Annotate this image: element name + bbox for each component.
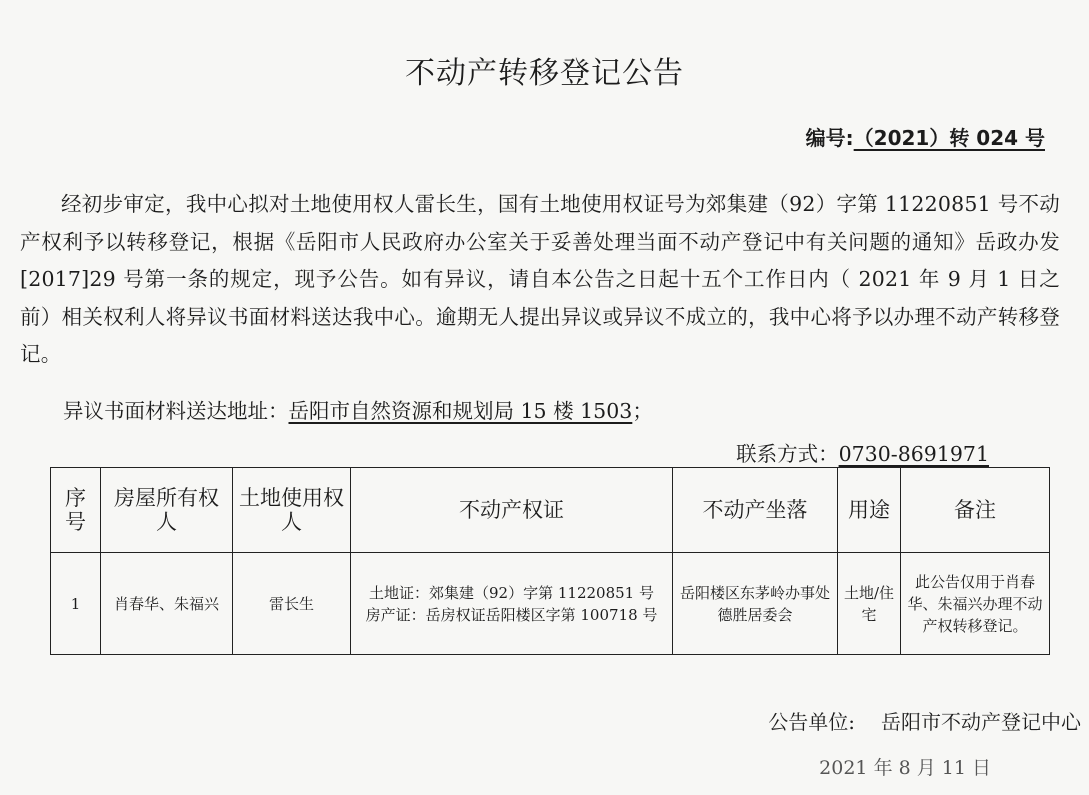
table-row: [51, 553, 1050, 655]
cell-index: 1: [51, 553, 101, 655]
header-house-owner: 房屋所有权人: [101, 468, 233, 553]
cell-certificate: [351, 553, 673, 655]
issuing-unit: [768, 706, 1081, 735]
address-value: 岳阳市自然资源和规划局 15 楼 1503: [288, 399, 633, 423]
cell-land-user: 雷长生: [233, 553, 351, 655]
table-header-row: [51, 468, 1050, 553]
house-certificate: 房产证：岳房权证岳阳楼区字第 100718 号: [365, 605, 658, 624]
document-number-value: （2021）转 024 号: [853, 126, 1045, 150]
header-index: 序号: [51, 468, 101, 553]
land-certificate: 土地证：郊集建（92）字第 11220851 号: [369, 583, 654, 602]
header-land-user: 土地使用权人: [233, 468, 351, 553]
cell-usage: 土地/住宅: [838, 553, 901, 655]
document-number: [806, 122, 1045, 151]
cell-remark: 此公告仅用于肖春华、朱福兴办理不动产权转移登记。: [901, 553, 1050, 655]
header-usage: 用途: [838, 468, 901, 553]
notice-title: 不动产转移登记公告: [405, 56, 684, 91]
header-remark: 备注: [901, 468, 1050, 553]
header-certificate: 不动产权证: [351, 468, 673, 553]
contact-info: [736, 437, 989, 467]
contact-phone: 0730-8691971: [838, 442, 989, 466]
issuing-unit-name: 岳阳市不动产登记中心: [881, 710, 1081, 734]
issuing-unit-label: 公告单位:: [768, 710, 855, 734]
header-location: 不动产坐落: [673, 468, 838, 553]
contact-label: 联系方式：: [736, 442, 839, 466]
issue-date: 2021 年 8 月 11 日: [819, 757, 991, 779]
notice-body-paragraph: 经初步审定，我中心拟对土地使用权人雷长生，国有土地使用权证号为郊集建（92）字第 11220851 号不动产权利予以转移登记，根据《岳阳市人民政府办公室关于妥善处理当面不动产登记中有关问题的通知》岳政办发[2017]29 号第一条的规定，现予公告。如有异议，请自本公告之日起十五个工作日内（ 2021 年 9 月 1 日之前）相关权利人将异议书面材料送达我中心。逾期无人提出异议或异议不成立的，我中心将予以办理不动产转移登记。: [20, 192, 1060, 366]
cell-location: 岳阳楼区东茅岭办事处德胜居委会: [673, 553, 838, 655]
address-suffix: ；: [632, 399, 653, 423]
cell-house-owner: 肖春华、朱福兴: [101, 553, 233, 655]
address-label: 异议书面材料送达地址：: [63, 399, 289, 423]
objection-address: [63, 394, 653, 424]
document-number-label: 编号:: [805, 126, 854, 150]
registration-table: [50, 467, 1050, 655]
